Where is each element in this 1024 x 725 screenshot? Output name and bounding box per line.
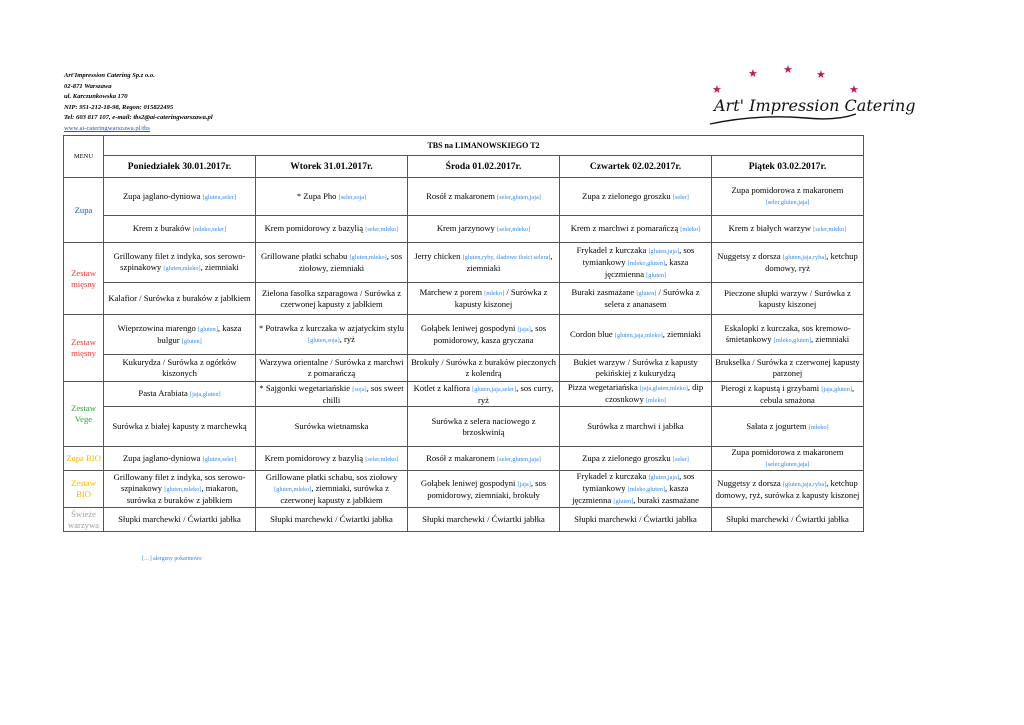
logo-star: ★ [712, 84, 722, 96]
menu-cell [104, 508, 256, 532]
dish-text: Kotlet z kalfiora [413, 382, 473, 393]
dish-text: , ziemniaki, surówka z czerwonej kapusty z jabłkiem [280, 483, 389, 505]
allergen-note: [seler,gluten,jaja] [497, 455, 541, 463]
dish-text: , ziemniaki [662, 328, 701, 339]
dish-text: Zupa z zielonego groszku [582, 190, 673, 201]
dish-text: , sos pomidorowy, ziemniaki, brokuły [427, 477, 547, 500]
catering-logo [706, 64, 916, 130]
table-row [64, 243, 864, 283]
allergen-note: [gluten,seler] [202, 193, 237, 201]
dish-text: Surówka z białej kapusty z marchewką [112, 421, 247, 431]
menu-cell [408, 355, 560, 382]
category-label: Zestaw Vege [64, 382, 104, 447]
menu-cell [256, 216, 408, 243]
menu-cell [256, 283, 408, 315]
menu-cell [104, 447, 256, 471]
menu-cell [408, 471, 560, 508]
menu-cell [104, 315, 256, 355]
menu-title: TBS na LIMANOWSKIEGO T2 [104, 136, 864, 156]
dish-text: Eskalopki z kurczaka, sos kremowo-śmietankowy [724, 323, 851, 344]
dish-text: Zupa jaglano-dyniowa [122, 190, 203, 201]
allergen-note: [gluten] [181, 337, 202, 345]
menu-cell [560, 315, 712, 355]
dish-text: Surówka z marchwi i jabłka [587, 421, 684, 431]
dish-text: , sos tymiankowy [582, 244, 695, 267]
allergen-note: [seler,soja] [338, 193, 367, 201]
table-row [64, 178, 864, 216]
allergen-note: [gluten,jaja,ryba] [782, 480, 827, 488]
company-website-link[interactable]: www.ai-cateringwarszawa.pl/tbs [64, 124, 150, 132]
menu-cell [104, 355, 256, 382]
dish-text: , dip czosnkowy [605, 382, 704, 404]
dish-text: Krem jarzynowy [436, 223, 497, 233]
dish-text: Krem z marchwi z pomarańczą [570, 223, 681, 233]
dish-text: Słupki marchewki / Ćwiartki jabłka [422, 514, 545, 524]
dish-text: Słupki marchewki / Ćwiartki jabłka [270, 514, 393, 524]
dish-text: Rosół z makaronem [426, 452, 498, 463]
dish-text: * Sajgonki wegetariańskie [259, 382, 353, 393]
dish-text: Brukselka / Surówka z czerwonej kapusty parzonej [715, 357, 860, 378]
dish-text: Frykadel z kurczaka [576, 244, 649, 255]
dish-text: , ryż [339, 334, 355, 344]
menu-cell [104, 471, 256, 508]
dish-text: Grillowany filet z indyka, sos serowo-szpinakowy [113, 251, 246, 272]
menu-cell [408, 216, 560, 243]
dish-text: Zupa pomidorowa z makaronem [731, 447, 844, 457]
menu-cell [712, 471, 864, 508]
menu-cell [408, 407, 560, 447]
menu-cell [256, 315, 408, 355]
allergen-note: [gluten] [636, 290, 657, 297]
allergen-note: [mleko,gluten] [627, 486, 665, 493]
company-nip: NIP: 951-212-18-98, Regon: 015822495 [64, 103, 174, 111]
menu-cell [104, 382, 256, 407]
menu-cell [104, 243, 256, 283]
dish-text: Bukiet warzyw / Surówka z kapusty pekińskiej z kukurydzą [573, 357, 698, 378]
logo-star: ★ [748, 68, 758, 80]
menu-cell [256, 508, 408, 532]
allergen-note: [gluten,jaja] [648, 247, 680, 255]
dish-text: , makaron, surówka z buraków z jabłkiem [126, 483, 238, 505]
dish-text: Krem z białych warzyw [728, 223, 814, 233]
dish-text: , sos tymiankowy [582, 471, 695, 493]
dish-text: , ziemniaki [466, 251, 553, 273]
dish-text: Grillowany filet z indyka, sos serowo-szpinakowy [113, 472, 246, 493]
allergen-note: [gluten,soja] [308, 337, 340, 344]
menu-cell [256, 243, 408, 283]
dish-text: / Surówka z kapusty kiszonej [454, 287, 548, 309]
dish-text: , buraki zasmażane [633, 495, 699, 505]
allergen-note: [gluten,ryby, śladowe ilości selera] [462, 254, 551, 261]
menu-cell [256, 447, 408, 471]
menu-cell [560, 382, 712, 407]
menu-cell [408, 508, 560, 532]
menu-cell [104, 407, 256, 447]
menu-cell [256, 178, 408, 216]
dish-text: Frykadel z kurczaka [576, 471, 649, 481]
dish-text: Brokuły / Surówka z buraków pieczonych z kolendrą [411, 357, 556, 378]
allergen-note: [seler] [672, 193, 689, 201]
day-header: Czwartek 02.02.2017r. [560, 156, 712, 178]
allergen-note: [soja] [352, 385, 367, 393]
allergen-note: [mleko,seler] [192, 226, 227, 233]
allergen-note: [seler,mleko] [496, 226, 531, 233]
allergen-note: [gluten,mleko] [274, 486, 312, 493]
allergen-note: [seler] [672, 455, 689, 463]
dish-text: Pizza wegetariańska [567, 382, 640, 392]
allergen-note: [gluten,jaja,seler] [472, 385, 517, 393]
category-label: Zupa BIO [64, 447, 104, 471]
allergen-note: [gluten,mleko] [163, 265, 201, 272]
menu-cell [560, 471, 712, 508]
dish-text: Gołąbek leniwej gospodyni [420, 323, 518, 333]
allergen-note: [seler,gluten,jaja] [765, 461, 810, 468]
day-header: Wtorek 31.01.2017r. [256, 156, 408, 178]
menu-cell [256, 355, 408, 382]
allergen-note: [gluten] [613, 498, 634, 505]
table-row [64, 471, 864, 508]
allergen-footnote: […] alergeny pokarmowe [142, 556, 202, 562]
dish-text: Grillowane płatki schabu [260, 251, 350, 261]
dish-text: Wieprzowina marengo [117, 322, 198, 333]
menu-cell [560, 178, 712, 216]
menu-cell [712, 508, 864, 532]
logo-star: ★ [849, 84, 859, 96]
dish-text: Krem pomidorowy z bazylią [264, 452, 366, 463]
dish-text: , sos pomidorowy, kasza gryczana [433, 323, 547, 345]
table-row [64, 136, 864, 156]
allergen-note: [mleko] [680, 226, 701, 233]
dish-text: Warzywa orientalne / Surówka z marchwi z pomarańczą [259, 357, 404, 378]
menu-cell [104, 283, 256, 315]
dish-text: Grillowane płatki schabu, sos ziołowy [265, 472, 398, 482]
menu-cell [104, 216, 256, 243]
table-row [64, 216, 864, 243]
menu-cell [256, 407, 408, 447]
table-row [64, 355, 864, 382]
menu-cell [256, 382, 408, 407]
category-label: Zestaw mięsny [64, 243, 104, 315]
allergen-note: [jaja] [517, 326, 531, 333]
company-city: 02-871 Warszawa [64, 82, 112, 90]
allergen-note: [gluten] [646, 271, 667, 279]
allergen-note: [seler,mleko] [365, 226, 399, 233]
menu-cell [408, 243, 560, 283]
company-info [64, 71, 213, 135]
category-label: Świeże warzywa [64, 508, 104, 532]
allergen-note: [gluten,jaja] [648, 474, 680, 481]
menu-cell [560, 243, 712, 283]
allergen-note: [jaja,gluten,mleko] [639, 385, 688, 392]
dish-text: Słupki marchewki / Ćwiartki jabłka [118, 514, 241, 524]
dish-text: * Potrawka z kurczaka w azjatyckim stylu [258, 323, 405, 333]
dish-text: Pieczone słupki warzyw / Surówka z kapusty kiszonej [724, 287, 851, 309]
dish-text: Rosół z makaronem [426, 190, 498, 201]
menu-cell [712, 355, 864, 382]
logo-swoosh [710, 114, 856, 124]
menu-cell [712, 178, 864, 216]
menu-cell [712, 283, 864, 315]
dish-text: Nuggetsy z dorsza [717, 477, 783, 488]
allergen-note: [jaja,gluten] [821, 385, 852, 393]
dish-text: * Zupa Pho [296, 190, 339, 201]
menu-cell [712, 216, 864, 243]
day-header: Piątek 03.02.2017r. [712, 156, 864, 178]
table-row [64, 315, 864, 355]
dish-text: Gołąbek leniwej gospodyni [420, 477, 518, 488]
dish-text: Krem z buraków [132, 223, 193, 233]
menu-cell [560, 355, 712, 382]
menu-cell [408, 382, 560, 407]
menu-label: MENU [64, 136, 104, 178]
table-row [64, 156, 864, 178]
table-row [64, 508, 864, 532]
allergen-note: [jaja,gluten] [189, 391, 221, 398]
allergen-note: [seler,gluten,jaja] [497, 193, 541, 201]
dish-text: Słupki marchewki / Ćwiartki jabłka [726, 514, 849, 524]
dish-text: Jerry chicken [414, 251, 463, 261]
dish-text: Surówka wietnamska [294, 421, 369, 431]
dish-text: Surówka z selera naciowego z brzoskwinią [431, 415, 536, 437]
dish-text: , sos curry, ryż [478, 382, 554, 405]
dish-text: , ketchup domowy, ryż, surówka z kapusty kiszonej [715, 477, 860, 500]
menu-cell [560, 216, 712, 243]
dish-text: Marchew z porem [419, 287, 485, 297]
menu-cell [712, 315, 864, 355]
allergen-note: [gluten,seler] [202, 455, 237, 463]
menu-cell [560, 407, 712, 447]
logo-star: ★ [783, 64, 793, 76]
company-name: Art'Impression Catering Sp.z o.o. [64, 72, 155, 79]
menu-cell [560, 447, 712, 471]
allergen-note: [seler,gluten,jaja] [765, 199, 810, 206]
dish-text: Zupa pomidorowa z makaronem [731, 185, 844, 195]
allergen-note: [seler,mleko] [365, 455, 399, 463]
company-contact: Tel: 603 817 107, e-mail: tbs2@ai-cateringwarszawa.pl [64, 114, 213, 122]
dish-text: , kasza bulgur [157, 322, 242, 345]
menu-cell [560, 508, 712, 532]
menu-cell [712, 447, 864, 471]
menu-cell [408, 178, 560, 216]
day-header: Środa 01.02.2017r. [408, 156, 560, 178]
dish-text: Zupa jaglano-dyniowa [122, 452, 203, 463]
table-row [64, 407, 864, 447]
dish-text: , ketchup domowy, ryż [765, 251, 858, 273]
menu-cell [712, 243, 864, 283]
dish-text: Sałata z jogurtem [746, 420, 809, 431]
allergen-note: [mleko,gluten] [627, 259, 665, 267]
category-label: Zupa [64, 178, 104, 243]
dish-text: , ziemniaki [811, 334, 850, 344]
menu-table [63, 135, 864, 532]
dish-text: Krem pomidorowy z bazylią [264, 223, 366, 233]
dish-text: Słupki marchewki / Ćwiartki jabłka [574, 514, 697, 524]
menu-cell [712, 382, 864, 407]
dish-text: , ziemniaki [200, 262, 239, 272]
dish-text: Zupa z zielonego groszku [582, 452, 673, 463]
dish-text: , cebula smażona [760, 382, 855, 405]
dish-text: Pasta Arabiata [138, 388, 190, 398]
allergen-note: [gluten,jaja,mleko] [614, 331, 663, 339]
allergen-note: [mleko,gluten] [773, 337, 812, 344]
menu-cell [408, 447, 560, 471]
dish-text: / Surówka z selera z ananasem [604, 287, 700, 309]
menu-cell [408, 315, 560, 355]
allergen-note: [mleko] [484, 290, 505, 297]
allergen-note: [gluten,jaja,ryba] [782, 254, 827, 261]
company-street: ul. Karczunkowska 170 [64, 93, 128, 101]
menu-cell [104, 178, 256, 216]
dish-text: , sos sweet chilli [322, 382, 404, 405]
dish-text: Pierogi z kapustą i grzybami [720, 382, 822, 393]
menu-cell [256, 471, 408, 508]
dish-text: Kukurydza / Surówka z ogórków kiszonych [122, 357, 237, 378]
allergen-note: [gluten] [197, 325, 218, 333]
logo-star: ★ [816, 69, 826, 81]
table-row [64, 283, 864, 315]
allergen-note: [mleko] [808, 423, 829, 431]
day-header: Poniedziałek 30.01.2017r. [104, 156, 256, 178]
category-label: Zestaw BIO [64, 471, 104, 508]
dish-text: Nuggetsy z dorsza [717, 251, 783, 261]
menu-cell [560, 283, 712, 315]
dish-text: Cordon blue [570, 328, 615, 339]
category-label: Zestaw mięsny [64, 315, 104, 382]
menu-cell [408, 283, 560, 315]
dish-text: Zielona fasolka szparagowa / Surówka z czerwonej kapusty z jabłkiem [261, 287, 402, 309]
table-row [64, 382, 864, 407]
menu-cell [712, 407, 864, 447]
table-row [64, 447, 864, 471]
dish-text: , kasza jęczmienna [604, 256, 689, 279]
dish-text: , sos ziołowy, ziemniaki [298, 251, 403, 273]
allergen-note: [gluten,mleko] [164, 486, 202, 493]
logo-text: Art' Impression Catering [714, 96, 916, 115]
dish-text: , kasza jęczmienna [572, 483, 689, 505]
allergen-note: [mleko] [645, 397, 666, 404]
allergen-note: [seler,mleko] [813, 226, 847, 233]
allergen-note: [jaja] [517, 480, 531, 488]
dish-text: Kalafior / Surówka z buraków z jabłkiem [108, 293, 251, 303]
allergen-note: [gluten,mleko] [349, 254, 387, 261]
dish-text: Buraki zasmażane [571, 287, 637, 297]
